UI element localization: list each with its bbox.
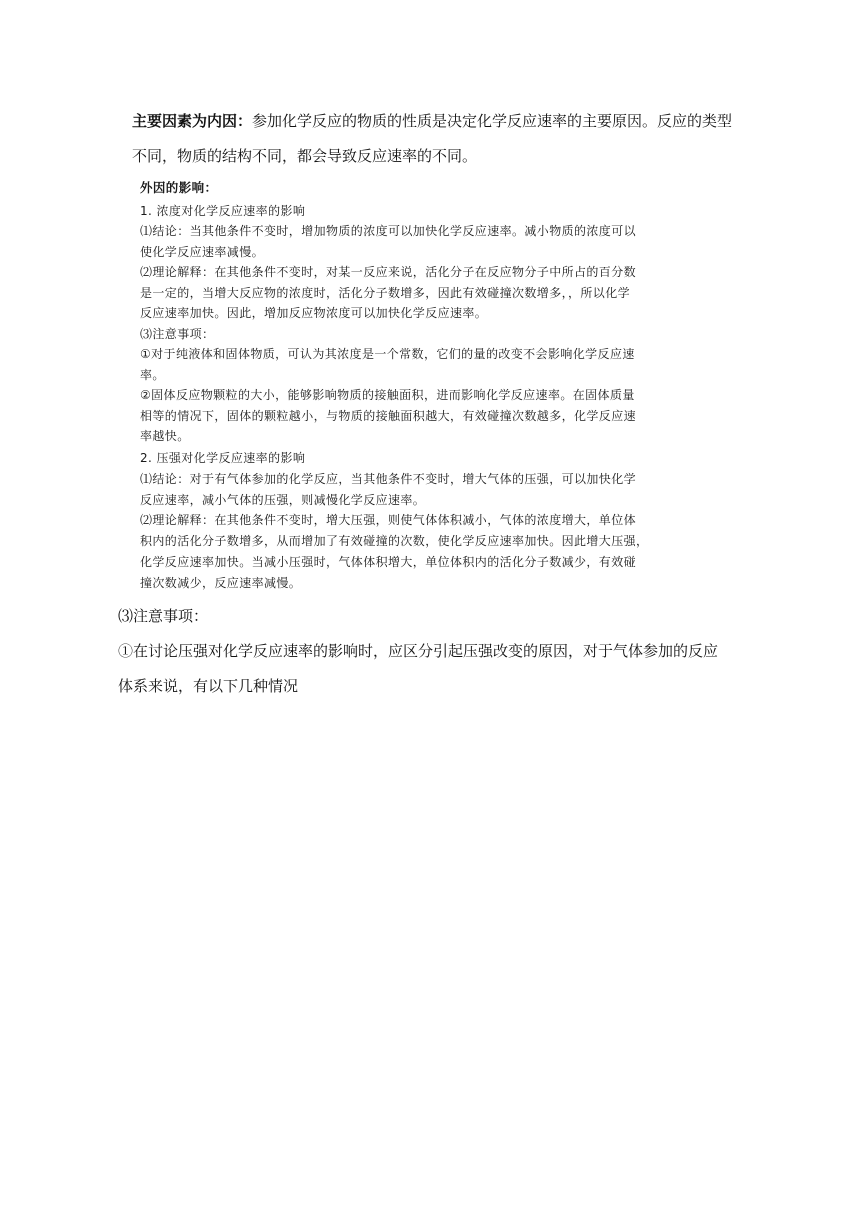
scan-line: 相等的情况下，固体的颗粒越小，与物质的接触面积越大，有效碰撞次数越多，化学反应速 (140, 409, 637, 423)
scan-line: ⑴结论：当其他条件不变时，增加物质的浓度可以加快化学反应速率。减小物质的浓度可以 (140, 224, 637, 238)
scan-line: 率。 (140, 368, 165, 382)
scan-line: ①对于纯液体和固体物质，可认为其浓度是一个常数，它们的量的改变不会影响化学反应速 (140, 347, 635, 361)
notes-title-text: ⑶注意事项： (118, 607, 209, 625)
scan-line: 是一定的，当增大反应物的浓度时，活化分子数增多，因此有效碰撞次数增多，，所以化学 (140, 286, 631, 300)
scan-line: 使化学反应速率减慢。 (140, 245, 265, 259)
scan-heading: 外因的影响： (140, 180, 218, 195)
embedded-scan-image (136, 178, 820, 596)
intro-text-line-1: 参加化学反应的物质的性质是决定化学反应速率的主要原因。反应的类型 (252, 112, 733, 130)
intro-text-line-2: 不同，物质的结构不同，都会导致反应速率的不同。 (132, 147, 478, 165)
scan-line: ⑴结论：对于有气体参加的化学反应，当其他条件不变时，增大气体的压强，可以加快化学 (140, 472, 637, 486)
scan-line: ②固体反应物颗粒的大小，能够影响物质的接触面积，进而影响化学反应速率。在固体质量 (140, 388, 635, 402)
scan-line: 2. 压强对化学反应速率的影响 (140, 451, 306, 465)
scan-line: 反应速率加快。因此，增加反应物浓度可以加快化学反应速率。 (140, 306, 488, 320)
notes-title (118, 606, 738, 626)
scan-line: ⑵理论解释：在其他条件不变时，对某一反应来说，活化分子在反应物分子中所占的百分数 (140, 265, 637, 279)
scan-line: 化学反应速率加快。当减小压强时，气体体积增大，单位体积内的活化分子数减少，有效碰 (140, 555, 637, 569)
notes-line-1-text: ①在讨论压强对化学反应速率的影响时，应区分引起压强改变的原因，对于气体参加的反应 (118, 642, 719, 660)
notes-line-2 (118, 676, 738, 696)
scan-line: 撞次数减少，反应速率减慢。 (140, 576, 302, 590)
intro-paragraph-line-2 (132, 146, 752, 166)
intro-label: 主要因素为内因： (132, 112, 253, 130)
scan-line: ⑶注意事项： (140, 327, 215, 341)
scan-line: ⑵理论解释：在其他条件不变时，增大压强，则使气体体积减小，气体的浓度增大，单位体 (140, 513, 637, 527)
scan-line: 1. 浓度对化学反应速率的影响 (140, 204, 306, 218)
notes-line-2-text: 体系来说，有以下几种情况 (118, 677, 299, 695)
notes-line-1 (118, 641, 738, 661)
scan-line: 积内的活化分子数增多，从而增加了有效碰撞的次数，使化学反应速率加快。因此增大压强， (140, 534, 649, 548)
scan-line: 率越快。 (140, 429, 190, 443)
scan-line: 反应速率，减小气体的压强，则减慢化学反应速率。 (140, 493, 426, 507)
intro-paragraph-line-1 (132, 111, 752, 131)
